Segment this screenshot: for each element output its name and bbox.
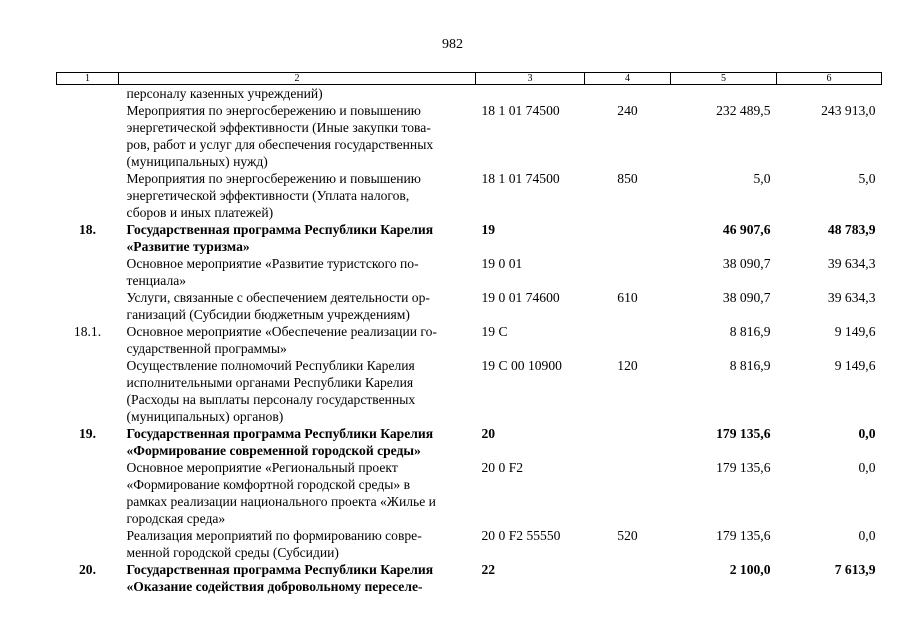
row-name (119, 357, 476, 425)
row-name-line: рамках реализации национального проекта «Жилье и (126, 494, 436, 509)
row-name-line: сборов и иных платежей) (126, 205, 274, 220)
row-value-col5: 8 816,9 (729, 324, 771, 339)
table-row (57, 85, 882, 103)
row-code (476, 85, 585, 103)
row-name-line: персоналу казенных учреждений) (126, 86, 323, 101)
budget-table (56, 72, 882, 595)
page-number: 982 (442, 37, 463, 52)
col-header-4: 4 (585, 73, 671, 85)
row-name-line: (муниципальных) нужд) (126, 154, 268, 169)
row-name (119, 425, 476, 459)
row-number (57, 289, 119, 323)
row-code: 20 (481, 426, 496, 441)
row-name-line: Основное мероприятие «Региональный проект (126, 460, 398, 475)
row-number: 18.1. (73, 324, 102, 339)
row-code: 18 1 01 74500 (481, 103, 560, 118)
row-name-line: (муниципальных) органов) (126, 409, 284, 424)
row-expense-type (585, 85, 671, 103)
row-expense-type (585, 561, 671, 595)
row-name-line: энергетической эффективности (Иные закупки това- (126, 120, 431, 135)
row-value-col6: 9 149,6 (834, 358, 876, 373)
row-value-col5: 2 100,0 (729, 562, 771, 577)
row-expense-type (585, 221, 671, 255)
row-name (119, 102, 476, 170)
row-value-col5: 46 907,6 (722, 222, 771, 237)
row-code: 19 С 00 10900 (481, 358, 562, 373)
col-header-5: 5 (671, 73, 777, 85)
row-value-col6: 48 783,9 (827, 222, 876, 237)
table-row (57, 255, 882, 289)
row-value-col6: 0,0 (858, 528, 876, 543)
row-value-col6: 9 149,6 (834, 324, 876, 339)
row-value-col6: 5,0 (858, 171, 876, 186)
row-name (119, 289, 476, 323)
row-name-line: «Формирование комфортной городской среды» в (126, 477, 411, 492)
row-name (119, 459, 476, 527)
row-expense-type: 240 (617, 103, 638, 118)
row-value-col6: 243 913,0 (821, 103, 876, 118)
row-value-col5: 8 816,9 (729, 358, 771, 373)
row-number: 20. (79, 562, 96, 577)
row-number (57, 170, 119, 221)
row-value-col5: 179 135,6 (716, 460, 771, 475)
row-value-col5: 5,0 (753, 171, 771, 186)
row-name-line: Осуществление полномочий Республики Карелия (126, 358, 415, 373)
row-code: 19 0 01 (481, 256, 523, 271)
row-number (57, 357, 119, 425)
row-name-line: Мероприятия по энергосбережению и повышению (126, 103, 421, 118)
row-value-col6: 39 634,3 (827, 256, 876, 271)
row-name-line: городская среда» (126, 511, 226, 526)
table-row (57, 289, 882, 323)
row-value-col6: 0,0 (858, 460, 876, 475)
row-number: 19. (79, 426, 96, 441)
row-name-line: Мероприятия по энергосбережению и повышению (126, 171, 421, 186)
row-name-line: «Развитие туризма» (126, 239, 250, 254)
col-header-6: 6 (777, 73, 882, 85)
table-body (57, 85, 882, 596)
row-name-line: Государственная программа Республики Карелия (126, 562, 434, 577)
row-number: 18. (79, 222, 96, 237)
row-number (57, 527, 119, 561)
table-row (57, 561, 882, 595)
row-name-line: Реализация мероприятий по формированию совре- (126, 528, 422, 543)
row-code: 18 1 01 74500 (481, 171, 560, 186)
row-name (119, 170, 476, 221)
row-name (119, 323, 476, 357)
table-row (57, 527, 882, 561)
row-name-line: «Оказание содействия добровольному переселе- (126, 579, 423, 594)
row-expense-type: 120 (617, 358, 638, 373)
column-number-header (57, 73, 882, 85)
table-row (57, 221, 882, 255)
row-name (119, 85, 476, 103)
row-value-col6: 7 613,9 (834, 562, 876, 577)
table-row (57, 102, 882, 170)
row-code: 19 С (481, 324, 508, 339)
row-name-line: (Расходы на выплаты персоналу государственных (126, 392, 416, 407)
row-value-col5: 179 135,6 (716, 528, 771, 543)
table-row (57, 425, 882, 459)
row-name-line: исполнительными органами Республики Карелия (126, 375, 414, 390)
row-name-line: тенциала» (126, 273, 187, 288)
row-number (57, 255, 119, 289)
row-number (57, 459, 119, 527)
row-expense-type (585, 459, 671, 527)
row-name-line: Услуги, связанные с обеспечением деятельности ор- (126, 290, 430, 305)
row-code: 20 0 F2 55550 (481, 528, 561, 543)
row-code: 19 0 01 74600 (481, 290, 560, 305)
row-name-line: ганизаций (Субсидии бюджетным учреждениям) (126, 307, 410, 322)
row-name-line: Государственная программа Республики Карелия (126, 426, 434, 441)
row-number (57, 85, 119, 103)
row-number (57, 102, 119, 170)
row-name-line: Основное мероприятие «Обеспечение реализации го- (126, 324, 437, 339)
table-row (57, 357, 882, 425)
row-name-line: менной городской среды (Субсидии) (126, 545, 339, 560)
row-code: 19 (481, 222, 496, 237)
row-name (119, 221, 476, 255)
row-expense-type: 850 (617, 171, 638, 186)
row-expense-type (585, 323, 671, 357)
row-name-line: «Формирование современной городской среды» (126, 443, 421, 458)
row-expense-type: 610 (617, 290, 638, 305)
row-name-line: ров, работ и услуг для обеспечения государственных (126, 137, 434, 152)
row-name-line: Государственная программа Республики Карелия (126, 222, 434, 237)
row-expense-type (585, 425, 671, 459)
row-value-col5: 38 090,7 (722, 290, 771, 305)
row-expense-type (585, 255, 671, 289)
row-name (119, 561, 476, 595)
row-value-col5 (671, 85, 777, 103)
row-value-col6: 0,0 (858, 426, 876, 441)
row-name-line: сударственной программы» (126, 341, 287, 356)
row-name (119, 255, 476, 289)
table-row (57, 170, 882, 221)
row-expense-type: 520 (617, 528, 638, 543)
row-name-line: Основное мероприятие «Развитие туристского по- (126, 256, 419, 271)
row-value-col6: 39 634,3 (827, 290, 876, 305)
col-header-1: 1 (57, 73, 119, 85)
col-header-2: 2 (119, 73, 476, 85)
col-header-3: 3 (476, 73, 585, 85)
row-code: 22 (481, 562, 496, 577)
row-value-col5: 179 135,6 (716, 426, 771, 441)
row-code: 20 0 F2 (481, 460, 524, 475)
row-name-line: энергетической эффективности (Уплата налогов, (126, 188, 410, 203)
table-row (57, 459, 882, 527)
table-row (57, 323, 882, 357)
row-value-col5: 38 090,7 (722, 256, 771, 271)
row-name (119, 527, 476, 561)
row-value-col6 (777, 85, 882, 103)
row-value-col5: 232 489,5 (716, 103, 771, 118)
